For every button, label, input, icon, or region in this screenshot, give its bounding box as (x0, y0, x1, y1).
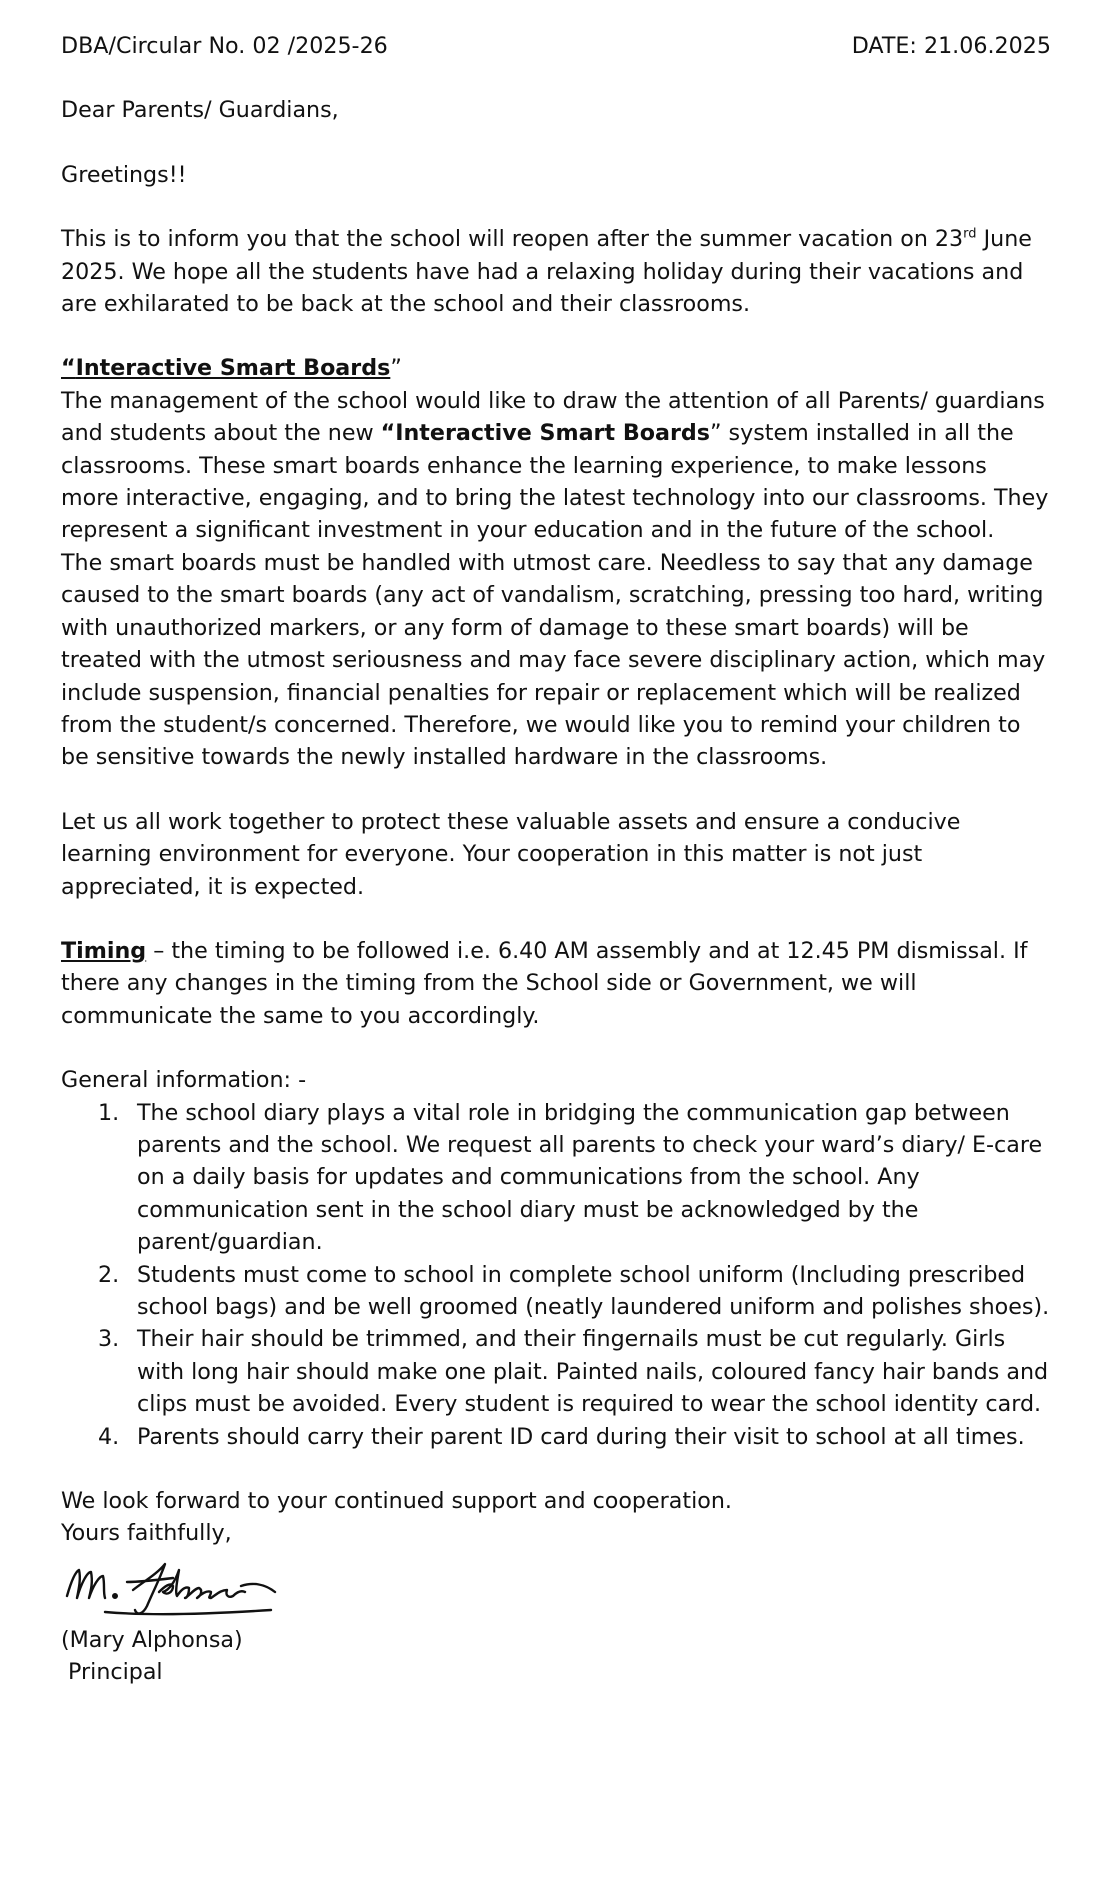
closing-block (61, 1485, 1051, 1550)
smart-boards-p1-end: ” system installed in all the classrooms. These smart boards enhance the learning experience, to make lessons more interactive, engaging, and to bring the latest technology into our classrooms. They represent a significant investment in your education and in the future of the school. (61, 420, 1049, 544)
handwritten-signature (61, 1552, 291, 1624)
smart-boards-heading (61, 352, 1051, 384)
list-item-text: Parents should carry their parent ID card during their visit to school at all times. (137, 1423, 1025, 1450)
timing-text: – the timing to be followed i.e. 6.40 AM assembly and at 12.45 PM dismissal. If there any changes in the timing from the School side or Government, we will communicate the same to you accordingly. (61, 937, 1028, 1029)
smart-boards-p1-start: The management of the school would like to draw the attention of all Parents/ guardians and students about the new (61, 387, 1045, 447)
list-item (61, 1421, 1051, 1453)
list-item (61, 1097, 1051, 1259)
intro-text-end: June 2025. We hope all the students have had a relaxing holiday during their vacations and are exhilarated to be back at the school and their classrooms. (61, 226, 1032, 318)
smart-boards-paragraph-2: The smart boards must be handled with utmost care. Needless to say that any damage caused to the smart boards (any act of vandalism, scratching, pressing too hard, writing with unauthorized markers, or any form of damage to these smart boards) will be treated with the utmost seriousness and may face severe disciplinary action, which may include suspension, financial penalties for repair or replacement which will be realized from the student/s concerned. Therefore, we would like you to remind your children to be sensitive towards the newly installed hardware in the classrooms. (61, 549, 1046, 771)
intro-paragraph (61, 223, 1051, 320)
circular-number: DBA/Circular No. 02 /2025-26 (61, 33, 388, 59)
list-item-number: 1. (98, 1099, 120, 1126)
circular-header (61, 30, 1051, 62)
greeting: Greetings!! (61, 161, 187, 188)
list-item-text: The school diary plays a vital role in bridging the communication gap between parents and the school. We request all parents to check your ward’s diary/ E-care on a daily basis for updates and communications from the school. Any communication sent in the school diary must be acknowledged by the parent/guardian. (137, 1099, 1043, 1256)
smart-boards-title-close-quote: ” (390, 355, 402, 382)
smart-boards-paragraph-1 (61, 385, 1051, 547)
circular-document (61, 30, 1051, 1689)
closing-line: We look forward to your continued support and cooperation. (61, 1488, 732, 1515)
general-info-list (61, 1097, 1051, 1453)
timing-title: Timing (61, 937, 147, 964)
signature-image (61, 1552, 291, 1624)
intro-ordinal-suffix: rd (963, 226, 977, 242)
cooperation-paragraph: Let us all work together to protect these valuable assets and ensure a conducive learning environment for everyone. Your cooperation in this matter is not just appreciated, it is expected. (61, 808, 961, 900)
circular-date: DATE: 21.06.2025 (851, 33, 1051, 59)
smart-boards-title-open-quote: “ (61, 355, 76, 382)
list-item-number: 2. (98, 1261, 120, 1288)
signatory-block (61, 1624, 1051, 1689)
signatory-designation: Principal (61, 1659, 163, 1686)
signatory-name: (Mary Alphonsa) (61, 1626, 243, 1653)
smart-boards-p1-bold: “Interactive Smart Boards (380, 420, 710, 447)
list-item-number: 3. (98, 1326, 120, 1353)
general-info-title: General information: - (61, 1067, 307, 1094)
smart-boards-title: Interactive Smart Boards (75, 355, 391, 382)
list-item-number: 4. (98, 1423, 120, 1450)
salutation: Dear Parents/ Guardians, (61, 97, 339, 124)
list-item (61, 1259, 1051, 1324)
intro-text-start: This is to inform you that the school will reopen after the summer vacation on 23 (61, 226, 964, 253)
list-item-text: Students must come to school in complete school uniform (Including prescribed school bags) and be well groomed (neatly laundered uniform and polishes shoes). (137, 1261, 1050, 1320)
yours-faithfully: Yours faithfully, (61, 1520, 232, 1547)
smart-boards-section (61, 352, 1051, 773)
timing-paragraph (61, 935, 1051, 1032)
list-item-text: Their hair should be trimmed, and their fingernails must be cut regularly. Girls with long hair should make one plait. Painted nails, coloured fancy hair bands and clips must be avoided. Every student is required to wear the school identity card. (137, 1326, 1049, 1418)
list-item (61, 1323, 1051, 1420)
